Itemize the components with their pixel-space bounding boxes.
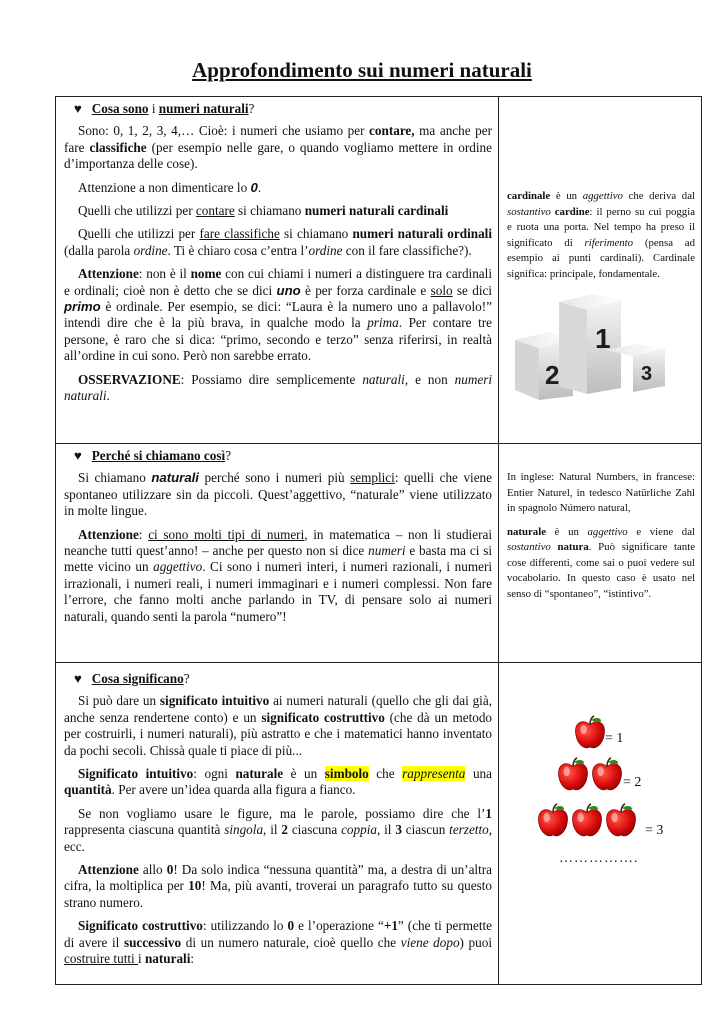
equals-two: = 2 — [623, 775, 642, 790]
side-note: In inglese: Natural Numbers, in francese: Entier Naturel, in tedesco Natürliche Zahl in spagnolo Número natural, — [507, 471, 695, 514]
main-cell — [56, 444, 499, 663]
apple-icon — [605, 803, 637, 838]
podium-image — [509, 290, 669, 402]
paragraph: Attenzione: non è il nome con cui chiami i numeri a distinguere tra cardinali e ordinali; cioè non è detto che se dici uno è per forza cardinale e solo se dici primo è ordinale. Per esempio, se dici: “Laura è la numero uno a pallavolo!” intendi dire che è la più brava, in qualche modo la prima. Per contare tre persone, è raro che si dica: “primo, secondo e terzo” senza riferirsi, in realtà all’ordine in cui sono. Però non sarebbe errato. — [64, 266, 493, 364]
podium-label: 1 — [595, 323, 611, 354]
question-text: ? — [183, 671, 190, 686]
main-cell — [56, 97, 499, 444]
question-text: numeri naturali — [158, 101, 249, 116]
apple-icon — [537, 803, 569, 838]
side-cell — [499, 97, 702, 444]
heart-icon: ♥ — [74, 448, 82, 463]
apple-icon — [571, 803, 603, 838]
section-question — [64, 671, 492, 687]
paragraph: Attenzione allo 0! Da solo indica “nessuna quantità” ma, a destra di un’altra cifra, la moltiplica per 10! Ma, più avanti, troverai un paragrafo tutto su questo strano numero. — [64, 862, 492, 910]
side-cell — [499, 444, 702, 663]
apple-icon — [557, 757, 589, 792]
paragraph: Se non vogliamo usare le figure, ma le parole, possiamo dire che l’1 rappresenta ciascuna quantità singola, il 2 ciascuna coppia, il 3 ciascun terzetto, ecc. — [64, 805, 493, 854]
question-text: Perché si chiamano così — [91, 448, 226, 463]
side-cell — [499, 663, 702, 985]
question-text: Cosa sono — [91, 101, 149, 116]
paragraph: Si chiamano naturali perché sono i numeri più semplici: quelli che viene spontaneo utilizzare sin da piccoli. Quest’aggettivo, “naturale” viene utilizzato in molte lingue. — [64, 470, 492, 519]
section-cosa-sono — [56, 97, 702, 444]
heart-icon: ♥ — [74, 671, 82, 686]
podium-label: 3 — [641, 363, 653, 385]
paragraph: Attenzione: ci sono molti tipi di numeri, in matematica – non li studierai neanche tutti quest’anno! – anche per questo non si dice numeri e basta ma ci si mette vicino un aggettivo. Ci sono i numeri interi, i numeri razionali, i numeri irrazionali, i numeri reali, i numeri immaginari e i numeri complessi. Non fare l’errore, che fanno molti anche parlando in TV, di pensare solo ai numeri naturali, quando senti la parola “numero”! — [64, 526, 493, 624]
side-note: naturale è un aggettivo e viene dal sostantivo natura. Può significare tante cose differenti, come sai o puoi vedere sul vocabolario. In questo caso è usato nel senso di “spontaneo”, “istintivo”. — [507, 525, 695, 600]
podium-side — [515, 340, 539, 400]
paragraph: Significato costruttivo: utilizzando lo 0 e l’operazione “+1” (che ti permette di avere il successivo di un numero naturale, cioè quello che viene dopo) puoi costruire tutti i naturali: — [64, 918, 493, 967]
apple-icon — [591, 757, 623, 792]
section-cosa-significano — [56, 663, 702, 985]
apple-icon — [574, 715, 606, 750]
paragraph: Significato intuitivo: ogni naturale è un simbolo che rappresenta una quantità. Per avere un’idea quarda alla figura a fianco. — [64, 766, 492, 798]
paragraph: Quelli che utilizzi per fare classifiche si chiamano numeri naturali ordinali (dalla parola ordine. Ti è chiaro cosa c’entra l’ordine con il fare classifiche?). — [64, 226, 493, 258]
equals-one: = 1 — [605, 731, 624, 746]
content-table — [55, 96, 702, 985]
paragraph: OSSERVAZIONE: Possiamo dire semplicemente naturali, e non numeri naturali. — [64, 371, 492, 404]
question-text: Cosa significano — [91, 671, 184, 686]
main-cell — [56, 663, 499, 985]
apples-figure — [507, 715, 695, 925]
ellipsis-dots: ……………. — [559, 851, 639, 866]
question-text: i — [148, 101, 159, 116]
podium-side — [559, 302, 587, 394]
paragraph: Attenzione a non dimenticare lo 0. — [78, 179, 262, 195]
page-title: Approfondimento sui numeri naturali — [192, 58, 532, 82]
section-perche-naturali — [56, 444, 702, 663]
section-question — [64, 101, 492, 117]
paragraph: Si può dare un significato intuitivo ai numeri naturali (quello che gli dai già, anche senza rendertene conto) e un significato costruttivo (che dà un metodo per costruirli, i numeri naturali), più astratto e che i matematici hanno inventato da pochi secoli. Chissà quale ti piace di più... — [64, 693, 493, 758]
equals-three: = 3 — [645, 823, 664, 838]
paragraph: Quelli che utilizzi per contare si chiamano numeri naturali cardinali — [78, 203, 449, 219]
side-note: cardinale è un aggettivo che deriva dal sostantivo cardine: il perno su cui poggia e ruota una porta. Nel tempo ha preso il significato di riferimento (pensa ad esempio ai punti cardinali). Cardinale significa: principale, fondamentale. — [507, 190, 695, 280]
paragraph: Sono: 0, 1, 2, 3, 4,… Cioè: i numeri che usiamo per contare, ma anche per fare classifiche (per esempio nelle gare, o quando vogliamo mettere in ordine d’importanza delle cose). — [64, 123, 492, 172]
section-question — [64, 448, 492, 464]
heart-icon: ♥ — [74, 101, 82, 116]
question-text: ? — [248, 101, 255, 116]
podium-label: 2 — [545, 360, 560, 390]
question-text: ? — [225, 448, 232, 463]
